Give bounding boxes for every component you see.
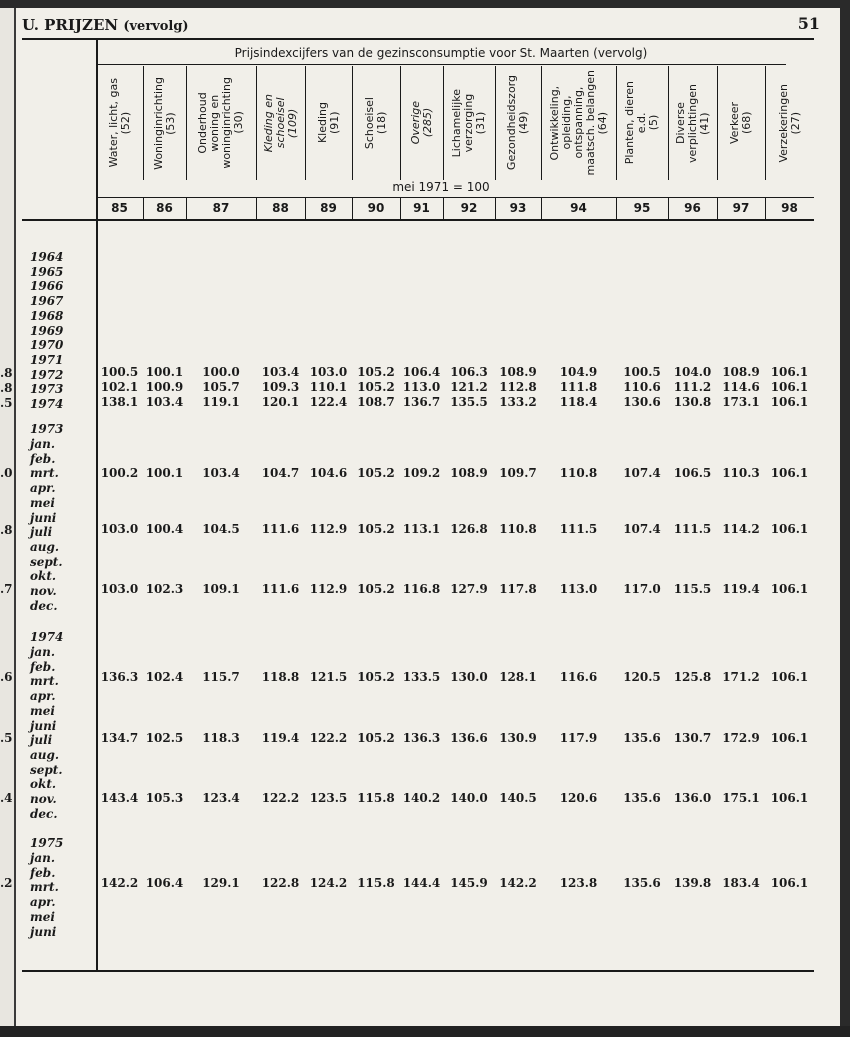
table-cell: 171.2	[722, 670, 760, 684]
table-cell: 123.8	[559, 876, 598, 890]
table-cell: 115.7	[202, 670, 240, 684]
year-heading: 1974	[30, 630, 64, 644]
table-cell: 111.2	[673, 380, 712, 394]
month-label: mrt.	[30, 880, 59, 895]
month-label: apr.	[30, 895, 56, 910]
table-cell: 107.4	[623, 522, 661, 536]
month-label: mei	[30, 909, 55, 924]
table-cell: 100.0	[202, 365, 240, 379]
column-number: 91	[413, 201, 430, 215]
table-cell: 115.8	[357, 876, 395, 890]
table-cell: 122.4	[309, 395, 348, 409]
month-label: apr.	[30, 481, 56, 496]
table-cell: 128.1	[499, 670, 537, 684]
table-cell: 105.3	[145, 791, 184, 805]
month-label: apr.	[30, 689, 56, 704]
column-header	[256, 66, 305, 180]
table-cell: 106.1	[770, 466, 809, 480]
table-cell: 129.1	[202, 876, 240, 890]
table-cell: 111.5	[559, 522, 598, 536]
column-header	[668, 66, 717, 180]
table-cell: 104.9	[559, 365, 598, 379]
left-page-fragment: .8	[0, 381, 13, 395]
column-number: 96	[684, 201, 701, 215]
column-number: 86	[156, 201, 173, 215]
column-header	[400, 66, 443, 180]
column-number: 93	[509, 201, 527, 215]
column-header-label: Onderhoud woning en woninginrichting (30)	[196, 77, 245, 169]
table-cell: 130.0	[450, 670, 488, 684]
left-page-fragment: .5	[0, 731, 13, 745]
column-header-label: Overige (285)	[408, 101, 434, 145]
table-cell: 100.1	[145, 466, 184, 480]
column-number: 97	[732, 201, 750, 215]
base-period: mei 1971 = 100	[392, 180, 490, 194]
column-header-label: Verkeer (68)	[728, 102, 753, 144]
table-cell: 105.2	[357, 522, 395, 536]
table-cell: 108.9	[722, 365, 760, 379]
table-cell: 100.2	[100, 466, 139, 480]
table-cell: 118.3	[202, 731, 240, 745]
table-cell: 102.4	[145, 670, 184, 684]
month-label: jan.	[30, 645, 56, 659]
table-cell: 103.4	[202, 466, 240, 480]
table-cell: 110.1	[309, 380, 348, 394]
table-cell: 135.5	[450, 395, 488, 409]
table-cell: 100.9	[145, 380, 184, 394]
table-cell: 172.9	[722, 731, 760, 745]
table-cell: 136.3	[100, 670, 139, 684]
table-cell: 104.5	[202, 522, 240, 536]
table-cell: 130.9	[499, 731, 537, 745]
section-continued: (vervolg)	[123, 19, 189, 34]
month-label: mei	[30, 703, 55, 718]
table-cell: 133.5	[402, 670, 441, 684]
left-page-fragment: .0	[0, 466, 13, 480]
left-page-fragment: .2	[0, 876, 13, 890]
table-cell: 136.6	[450, 731, 488, 745]
left-page-fragment: .7	[0, 582, 13, 596]
table-cell: 111.6	[261, 522, 300, 536]
table-cell: 144.4	[402, 876, 441, 890]
base-rule	[96, 197, 814, 198]
table-cell: 111.5	[673, 522, 712, 536]
column-header-label: Water, licht, gas (52)	[106, 78, 132, 168]
table-cell: 103.0	[309, 365, 348, 379]
column-number: 90	[367, 201, 385, 215]
year-label: 1968	[30, 308, 64, 323]
column-header-label: Schoeisel (18)	[363, 96, 388, 150]
column-number: 98	[781, 201, 798, 215]
table-cell: 111.6	[261, 582, 300, 596]
table-cell: 106.1	[770, 731, 809, 745]
left-page-fragment: .4	[0, 791, 13, 805]
column-header-label: Verzekeringen (27)	[776, 83, 802, 163]
table-cell: 114.6	[722, 380, 760, 394]
column-header-label: Lichamelijke verzorging (31)	[450, 88, 487, 158]
column-number: 88	[272, 201, 289, 215]
table-cell: 104.7	[261, 466, 300, 480]
table-cell: 183.4	[722, 876, 760, 890]
table-cell: 100.4	[145, 522, 184, 536]
left-page-fragment: .6	[0, 670, 13, 684]
month-label: mrt.	[30, 674, 59, 689]
column-header-label: Kleding en schoeisel (109)	[261, 93, 299, 153]
page-spine	[0, 8, 16, 1026]
table-cell: 142.2	[499, 876, 537, 890]
table-cell: 103.0	[100, 522, 139, 536]
table-cell: 112.9	[309, 582, 348, 596]
column-header-label: Kleding (91)	[315, 102, 341, 144]
column-header	[96, 66, 143, 180]
table-cell: 111.8	[559, 380, 598, 394]
table-cell: 119.4	[261, 731, 300, 745]
month-label: juli	[30, 525, 53, 540]
table-cell: 133.2	[499, 395, 537, 409]
table-cell: 104.6	[309, 466, 348, 480]
table-cell: 142.2	[100, 876, 139, 890]
table-cell: 126.8	[450, 522, 488, 536]
table-cell: 123.5	[309, 791, 348, 805]
table-cell: 118.8	[261, 670, 300, 684]
table-cell: 130.8	[673, 395, 712, 409]
table-cell: 122.8	[261, 876, 300, 890]
year-label: 1970	[30, 338, 64, 353]
table-cell: 103.4	[261, 365, 300, 379]
table-cell: 104.0	[673, 365, 712, 379]
table-cell: 102.3	[145, 582, 184, 596]
table-cell: 105.2	[357, 365, 395, 379]
month-label: feb.	[30, 659, 56, 674]
table-cell: 105.2	[357, 582, 395, 596]
month-label: nov.	[30, 792, 57, 806]
table-cell: 109.2	[402, 466, 441, 480]
table-cell: 102.5	[145, 731, 184, 745]
table-cell: 106.1	[770, 876, 809, 890]
column-number: 95	[633, 201, 651, 215]
table-cell: 140.0	[450, 791, 488, 805]
year-label: 1969	[30, 323, 64, 338]
column-header-label: Ontwikkeling, opleiding, ontspanning, maatsch. belangen (64)	[547, 70, 609, 176]
column-number: 92	[460, 201, 478, 215]
year-label: 1973	[30, 382, 64, 397]
column-header	[541, 66, 616, 180]
table-cell: 106.1	[770, 365, 809, 379]
table-cell: 135.6	[623, 876, 661, 890]
year-heading: 1975	[30, 836, 64, 850]
table-cell: 136.0	[673, 791, 712, 805]
table-cell: 140.5	[499, 791, 537, 805]
table-cell: 125.8	[673, 670, 712, 684]
table-cell: 106.3	[450, 365, 488, 379]
table-cell: 121.2	[450, 380, 488, 394]
table-cell: 123.4	[202, 791, 240, 805]
table-cell: 108.9	[450, 466, 488, 480]
column-header	[495, 66, 541, 180]
table-cell: 110.8	[499, 522, 537, 536]
table-cell: 119.4	[722, 582, 760, 596]
column-header-label: Diverse verplichtingen (41)	[673, 83, 711, 163]
table-cell: 138.1	[100, 395, 139, 409]
table-cell: 120.6	[559, 791, 598, 805]
month-label: juli	[30, 733, 53, 748]
column-header	[352, 66, 400, 180]
column-header	[143, 66, 186, 180]
month-label: okt.	[30, 569, 57, 584]
month-label: jan.	[30, 437, 56, 451]
table-cell: 100.5	[623, 365, 661, 379]
table-cell: 106.1	[770, 395, 809, 409]
column-header	[305, 66, 352, 180]
caption-rule	[96, 64, 786, 65]
column-header	[443, 66, 495, 180]
table-cell: 102.1	[100, 380, 139, 394]
year-heading: 1973	[30, 422, 64, 436]
table-cell: 140.2	[402, 791, 441, 805]
table-cell: 135.6	[623, 731, 661, 745]
table-cell: 105.2	[357, 731, 395, 745]
table-cell: 124.2	[309, 876, 348, 890]
month-label: sept.	[30, 554, 63, 569]
month-label: juni	[30, 510, 57, 525]
year-label: 1965	[30, 264, 64, 279]
column-number: 85	[111, 201, 128, 215]
table-cell: 110.6	[623, 380, 661, 394]
month-label: feb.	[30, 451, 56, 466]
table-cell: 106.1	[770, 670, 809, 684]
table-cell: 120.5	[623, 670, 661, 684]
table-cell: 113.0	[559, 582, 598, 596]
table-cell: 109.7	[499, 466, 537, 480]
page-number: 51	[797, 14, 820, 33]
year-label: 1974	[30, 397, 64, 411]
table-cell: 106.5	[673, 466, 712, 480]
table-cell: 113.0	[402, 380, 441, 394]
left-page-fragment: .8	[0, 366, 13, 380]
table-cell: 106.4	[145, 876, 184, 890]
table-cell: 106.1	[770, 522, 809, 536]
table-cell: 130.7	[673, 731, 712, 745]
table-cell: 112.9	[309, 522, 348, 536]
column-header	[186, 66, 256, 180]
month-label: dec.	[30, 806, 58, 821]
left-page-fragment: .5	[0, 396, 13, 410]
year-label: 1967	[30, 294, 64, 309]
table-cell: 115.5	[673, 582, 712, 596]
column-header	[765, 66, 814, 180]
table-cell: 127.9	[450, 582, 488, 596]
top-rule	[22, 38, 814, 40]
section-title	[22, 16, 189, 34]
table-cell: 115.8	[357, 791, 395, 805]
column-header-label: Gezondheidszorg (49)	[505, 75, 530, 171]
table-cell: 113.1	[402, 522, 441, 536]
year-label: 1972	[30, 367, 64, 382]
table-cell: 136.7	[402, 395, 441, 409]
table-cell: 173.1	[722, 395, 760, 409]
table-cell: 106.1	[770, 380, 809, 394]
table-cell: 105.2	[357, 466, 395, 480]
year-label: 1966	[30, 279, 64, 294]
table-cell: 105.2	[357, 380, 395, 394]
month-label: feb.	[30, 865, 56, 880]
month-label: juni	[30, 718, 57, 733]
left-page-fragment: .8	[0, 523, 13, 537]
table-cell: 143.4	[100, 791, 139, 805]
column-header	[616, 66, 668, 180]
table-cell: 119.1	[202, 395, 240, 409]
month-label: nov.	[30, 584, 57, 598]
table-cell: 103.0	[100, 582, 139, 596]
table-cell: 110.8	[559, 466, 598, 480]
bottom-rule	[22, 970, 814, 972]
table-cell: 116.6	[559, 670, 598, 684]
year-label: 1971	[30, 352, 64, 367]
table-cell: 105.7	[202, 380, 240, 394]
month-label: okt.	[30, 777, 57, 792]
table-cell: 109.1	[202, 582, 240, 596]
month-label: juni	[30, 924, 57, 939]
table-cell: 136.3	[402, 731, 441, 745]
table-cell: 130.6	[623, 395, 661, 409]
month-label: dec.	[30, 598, 58, 613]
table-cell: 112.8	[499, 380, 537, 394]
table-cell: 114.2	[722, 522, 760, 536]
table-cell: 118.4	[559, 395, 598, 409]
table-cell: 135.6	[623, 791, 661, 805]
table-cell: 134.7	[100, 731, 139, 745]
table-cell: 117.9	[559, 731, 598, 745]
column-header	[717, 66, 765, 180]
table-cell: 105.2	[357, 670, 395, 684]
table-caption: Prijsindexcijfers van de gezinsconsumptie voor St. Maarten (vervolg)	[234, 46, 648, 60]
month-label: aug.	[30, 539, 60, 554]
table-cell: 120.1	[261, 395, 300, 409]
table-cell: 100.1	[145, 365, 184, 379]
month-label: aug.	[30, 747, 60, 762]
column-number: 89	[320, 201, 337, 215]
table-cell: 122.2	[261, 791, 300, 805]
table-cell: 106.1	[770, 582, 809, 596]
table-cell: 110.3	[722, 466, 760, 480]
table-cell: 117.0	[623, 582, 661, 596]
table-cell: 106.1	[770, 791, 809, 805]
column-header-label: Planten, dieren e.d. (5)	[623, 81, 660, 165]
table-cell: 103.4	[145, 395, 184, 409]
table-cell: 139.8	[673, 876, 712, 890]
table-cell: 122.2	[309, 731, 348, 745]
table-cell: 121.5	[309, 670, 348, 684]
section-name: U. PRIJZEN	[22, 16, 119, 34]
table-cell: 175.1	[722, 791, 760, 805]
year-label: 1964	[30, 250, 64, 264]
table-cell: 145.9	[450, 876, 488, 890]
table-cell: 100.5	[100, 365, 139, 379]
header-bottom-rule	[22, 219, 814, 221]
table-cell: 117.8	[499, 582, 537, 596]
month-label: jan.	[30, 851, 56, 865]
month-label: mei	[30, 495, 55, 510]
table-cell: 108.7	[357, 395, 395, 409]
table-cell: 108.9	[499, 365, 537, 379]
column-number: 94	[570, 201, 587, 215]
table-cell: 116.8	[402, 582, 441, 596]
table-cell: 107.4	[623, 466, 661, 480]
scan-border	[0, 1026, 850, 1037]
column-header-label: Woninginrichting (53)	[151, 76, 177, 170]
table-cell: 106.4	[402, 365, 441, 379]
column-number: 87	[212, 201, 230, 215]
month-label: sept.	[30, 762, 63, 777]
month-label: mrt.	[30, 466, 59, 481]
table-cell: 109.3	[261, 380, 300, 394]
